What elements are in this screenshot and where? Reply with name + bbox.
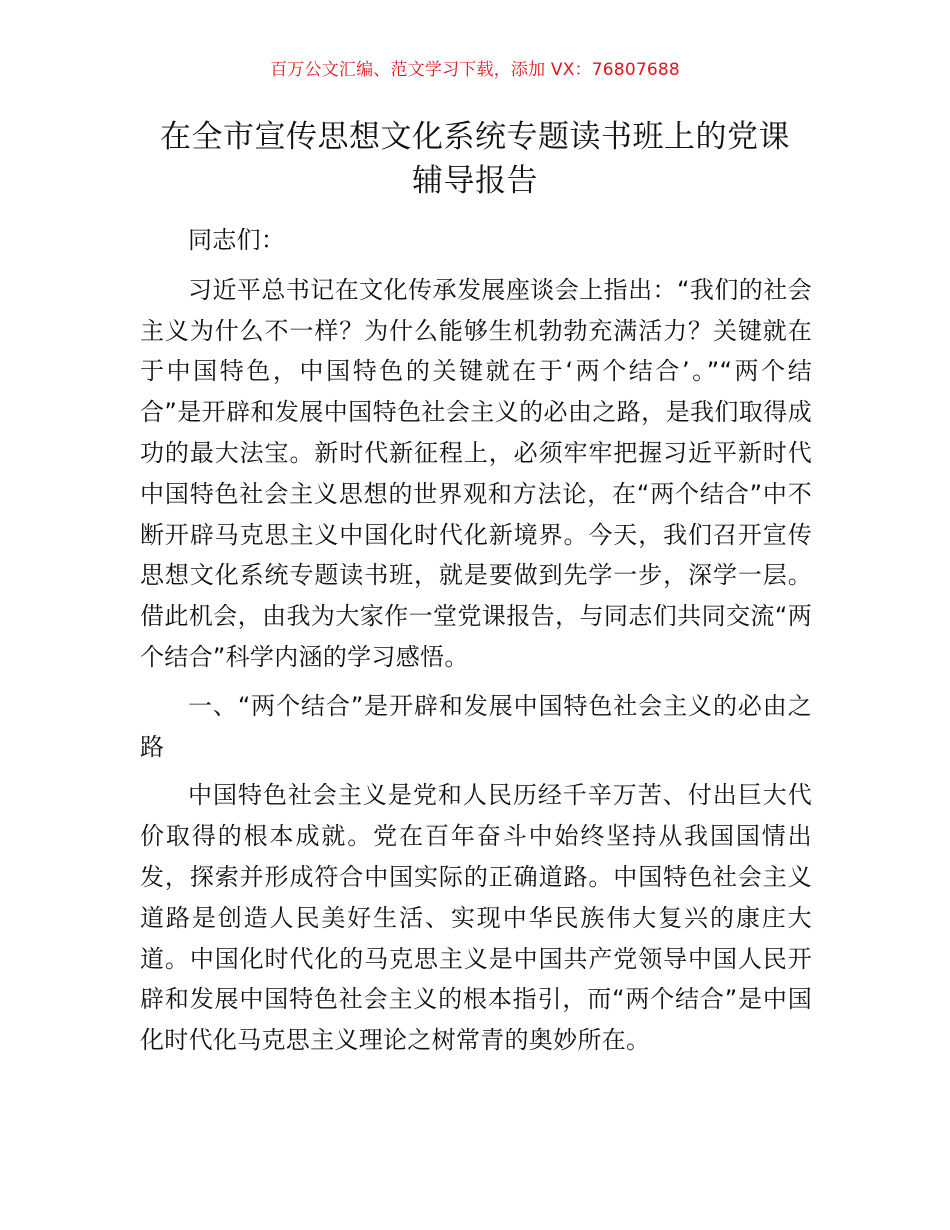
paragraph-section-1: 中国特色社会主义是党和人民历经千辛万苦、付出巨大代价取得的根本成就。党在百年奋斗中始终坚持从我国国情出发，探索并形成符合中国实际的正确道路。中国特色社会主义道路是创造人民美好生活、实现中华民族伟大复兴的康庄大道。中国化时代化的马克思主义是中国共产党领导中国人民开辟和发展中国特色社会主义的根本指引，而“两个结合”是中国化时代化马克思主义理论之树常青的奥妙所在。 [140, 781, 812, 1055]
salutation: 同志们： [188, 226, 286, 254]
document-title [140, 115, 810, 203]
watermark-banner: 百万公文汇编、范文学习下载，添加 VX：76807688 [270, 60, 680, 80]
paragraph-intro: 习近平总书记在文化传承发展座谈会上指出：“我们的社会主义为什么不一样？为什么能够生机勃勃充满活力？关键就在于中国特色，中国特色的关键就在于‘两个结合’。”“两个结合”是开辟和发展中国特色社会主义的必由之路，是我们取得成功的最大法宝。新时代新征程上，必须牢牢把握习近平新时代中国特色社会主义思想的世界观和方法论，在“两个结合”中不断开辟马克思主义中国化时代化新境界。今天，我们召开宣传思想文化系统专题读书班，就是要做到先学一步，深学一层。借此机会，由我为大家作一堂党课报告，与同志们共同交流“两个结合”科学内涵的学习感悟。 [140, 275, 812, 671]
title-line-2: 辅导报告 [412, 163, 538, 199]
document-body [140, 220, 812, 1069]
title-line-1: 在全市宣传思想文化系统专题读书班上的党课 [160, 119, 790, 155]
section-heading-1: 一、“两个结合”是开辟和发展中国特色社会主义的必由之路 [140, 691, 812, 761]
